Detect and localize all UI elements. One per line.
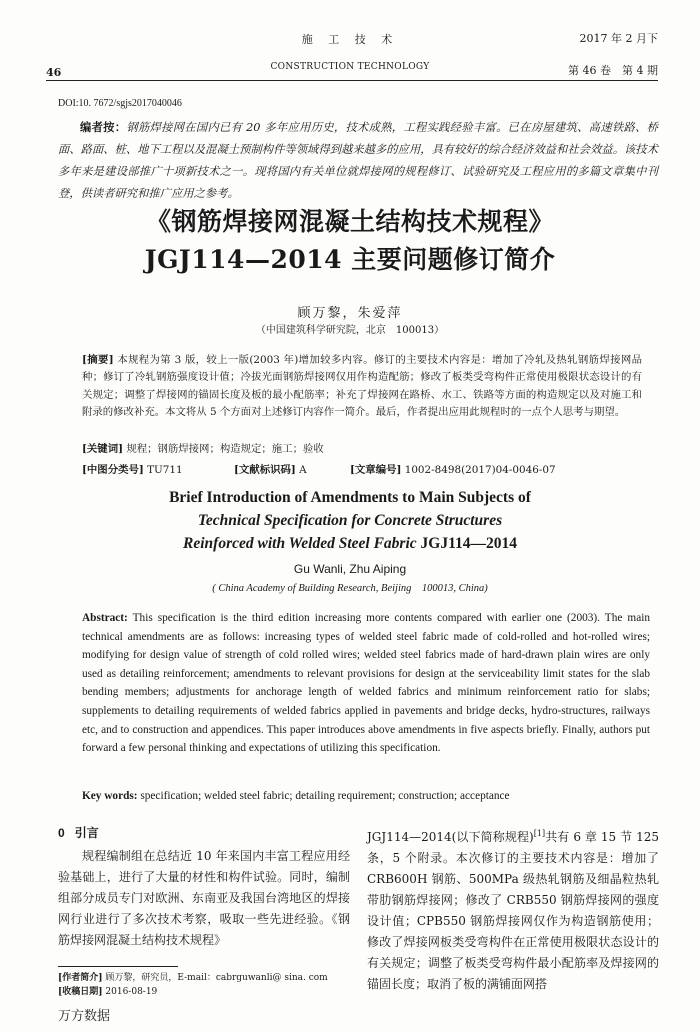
article-title-en [100, 486, 600, 555]
section-number: 0 [58, 826, 65, 840]
keywords-en-label: Key words: [82, 790, 138, 802]
document-code-label: [文献标识码] [234, 464, 296, 476]
article-title-cn-line1: 《钢筋焊接网混凝土结构技术规程》 [145, 207, 554, 236]
affiliation-en: ( China Academy of Building Research, Beijing 100013, China) [212, 583, 488, 594]
keywords-en [82, 790, 650, 802]
keywords-cn-label: [关键词] [82, 443, 124, 455]
abstract-en-label: Abstract: [82, 612, 128, 624]
editor-note-text: 钢筋焊接网在国内已有 20 多年应用历史，技术成熟，工程实践经验丰富。已在房屋建筑、高速铁路、桥面、路面、桩、地下工程以及混凝土预制构件等领域得到越来越多的应用，具有较好的综合经济效益和社会效益。该技术多年来是建设部推广十项新技术之一。现将国内有关单位就焊接网的规程修订、试验研究及工程应用的多篇文章集中刊登，供读者研究和推广应用之参考。 [58, 121, 658, 200]
abstract-en [82, 609, 650, 758]
journal-title-en: CONSTRUCTION TECHNOLOGY [270, 62, 430, 72]
keywords-en-text: specification; welded steel fabric; detailing requirement; construction; acceptance [137, 790, 510, 802]
volume-issue: 第 46 卷 第 4 期 [568, 64, 658, 77]
section-title: 引言 [74, 826, 99, 840]
clc-value: TU711 [143, 464, 183, 476]
article-title-en-line3-plain: JGJ114—2014 [416, 535, 517, 552]
keywords-cn [82, 440, 642, 455]
received-date [58, 985, 358, 999]
intro-paragraph-continued [367, 823, 659, 995]
received-date-label: [收稿日期] [58, 987, 103, 997]
intro-paragraph: 规程编制组在总结近 10 年来国内丰富工程应用经验基础上，进行了大量的材性和构件试验。同时，编制组部分成员专门对欧洲、东南亚及我国台湾地区的焊接网行业进行了多次技术考察，吸取一些先进经验。《钢筋焊接网混凝土结构技术规程》 [58, 849, 350, 947]
citation-ref: [1] [533, 829, 546, 838]
abstract-cn [82, 352, 642, 422]
received-date-text: 2016-08-19 [102, 987, 158, 997]
section-heading [58, 823, 350, 844]
article-title-cn-line2: JGJ114—2014 主要问题修订简介 [144, 245, 556, 274]
doi: DOI:10. 7672/sgjs2017040046 [58, 98, 182, 109]
watermark: 万方数据 [58, 1009, 111, 1024]
intro-text-b: 共有 6 章 15 节 125 条，5 个附录。本次修订的主要技术内容是：增加了 CRB600H 钢筋、500MPa 级热轧钢筋及细晶粒热轧带肋钢筋焊接网；修改了 CRB550 钢筋焊接网的强度设计值；CPB550 钢筋焊接网仅作为构造钢筋使用；修改了焊接网板类受弯构件在正常使用极限状态设计的有关规定；调整了板类受弯构件最小配筋率及焊接网的锚固长度；取消了板的满铺面网搭 [367, 830, 660, 991]
issue-date: 2017 年 2 月下 [579, 32, 658, 45]
body-left-column [58, 823, 350, 951]
article-number [350, 461, 556, 476]
authors-cn: 顾万黎，朱爱萍 [297, 306, 403, 321]
authors-en: Gu Wanli, Zhu Aiping [293, 562, 407, 576]
author-bio-text: 顾万黎，研究员，E-mail：cabrguwanli@ sina. com [102, 973, 328, 983]
abstract-cn-text: 本规程为第 3 版，较上一版(2003 年)增加较多内容。修订的主要技术内容是：增加了冷轧及热轧钢筋焊接网品种；修订了冷轧钢筋强度设计值；冷拔光面钢筋焊接网仅用作构造配筋；修改了板类受弯构件正常使用极限状态设计的有关规定；调整了焊接网的锚固长度及板的最小配筋率；补充了焊接网在路桥、水工、铁路等方面的构造规定以及对施工和附录的修改补充。本文将从 5 个方面对上述修订内容作一简介。最后，作者提出应用此规程时的一点个人思考与期望。 [82, 354, 642, 419]
abstract-en-text: This specification is the third edition increasing more contents compared with earlier one (2003). The main technical amendments are as follows: increasing types of welded steel fabric made of cold-rolled and hot-rolled wires; modifying for design value of strength of cold rolled wires; welded steel fabrics made of hard-drawn plain wires are only used as detailing reinforcement; amendments to relevant provisions for design at the serviceability limit states for the slab bending members; adjustments for anchorage length of welded fabrics and minimum reinforcement ratio for slabs; supplements to detailing requirements of welded fabrics applied in pavements and bridge decks, hydro-structures, railways etc, and to construction and appendices. This paper introduces above amendments in five aspects briefly. Finally, authors put forward a few personal thinking and expectations of utilizing this specification. [82, 612, 650, 755]
article-title-en-line3 [100, 532, 600, 555]
editor-note-label: 编者按： [80, 120, 127, 134]
journal-title-cn: 施 工 技 术 [301, 33, 399, 46]
article-title-en-line1: Brief Introduction of Amendments to Main Subjects of [169, 489, 531, 506]
clc-label: [中图分类号] [82, 464, 144, 476]
intro-text-a: JGJ114—2014(以下简称规程) [367, 830, 534, 844]
header-rule [46, 80, 658, 81]
abstract-cn-label: [摘要] [82, 354, 114, 366]
keywords-cn-text: 规程；钢筋焊接网；构造规定；施工；验收 [123, 443, 324, 455]
document-code [234, 461, 307, 476]
footnote [58, 971, 358, 999]
document-code-value: A [295, 464, 307, 476]
page-number: 46 [46, 66, 62, 79]
body-right-column [367, 823, 659, 995]
clc-number [82, 461, 183, 476]
footnote-rule [58, 966, 178, 967]
article-title-en-line2: Technical Specification for Concrete Structures [197, 512, 503, 529]
author-bio-label: [作者简介] [58, 973, 103, 983]
author-bio [58, 971, 358, 985]
article-number-value: 1002-8498(2017)04-0046-07 [401, 464, 556, 476]
editor-note [58, 116, 658, 205]
article-title-en-line3-italic: Reinforced with Welded Steel Fabric [183, 535, 417, 552]
affiliation-cn: （中国建筑科学研究院，北京 100013） [255, 325, 445, 336]
article-number-label: [文章编号] [350, 464, 402, 476]
article-title-cn [100, 203, 600, 279]
